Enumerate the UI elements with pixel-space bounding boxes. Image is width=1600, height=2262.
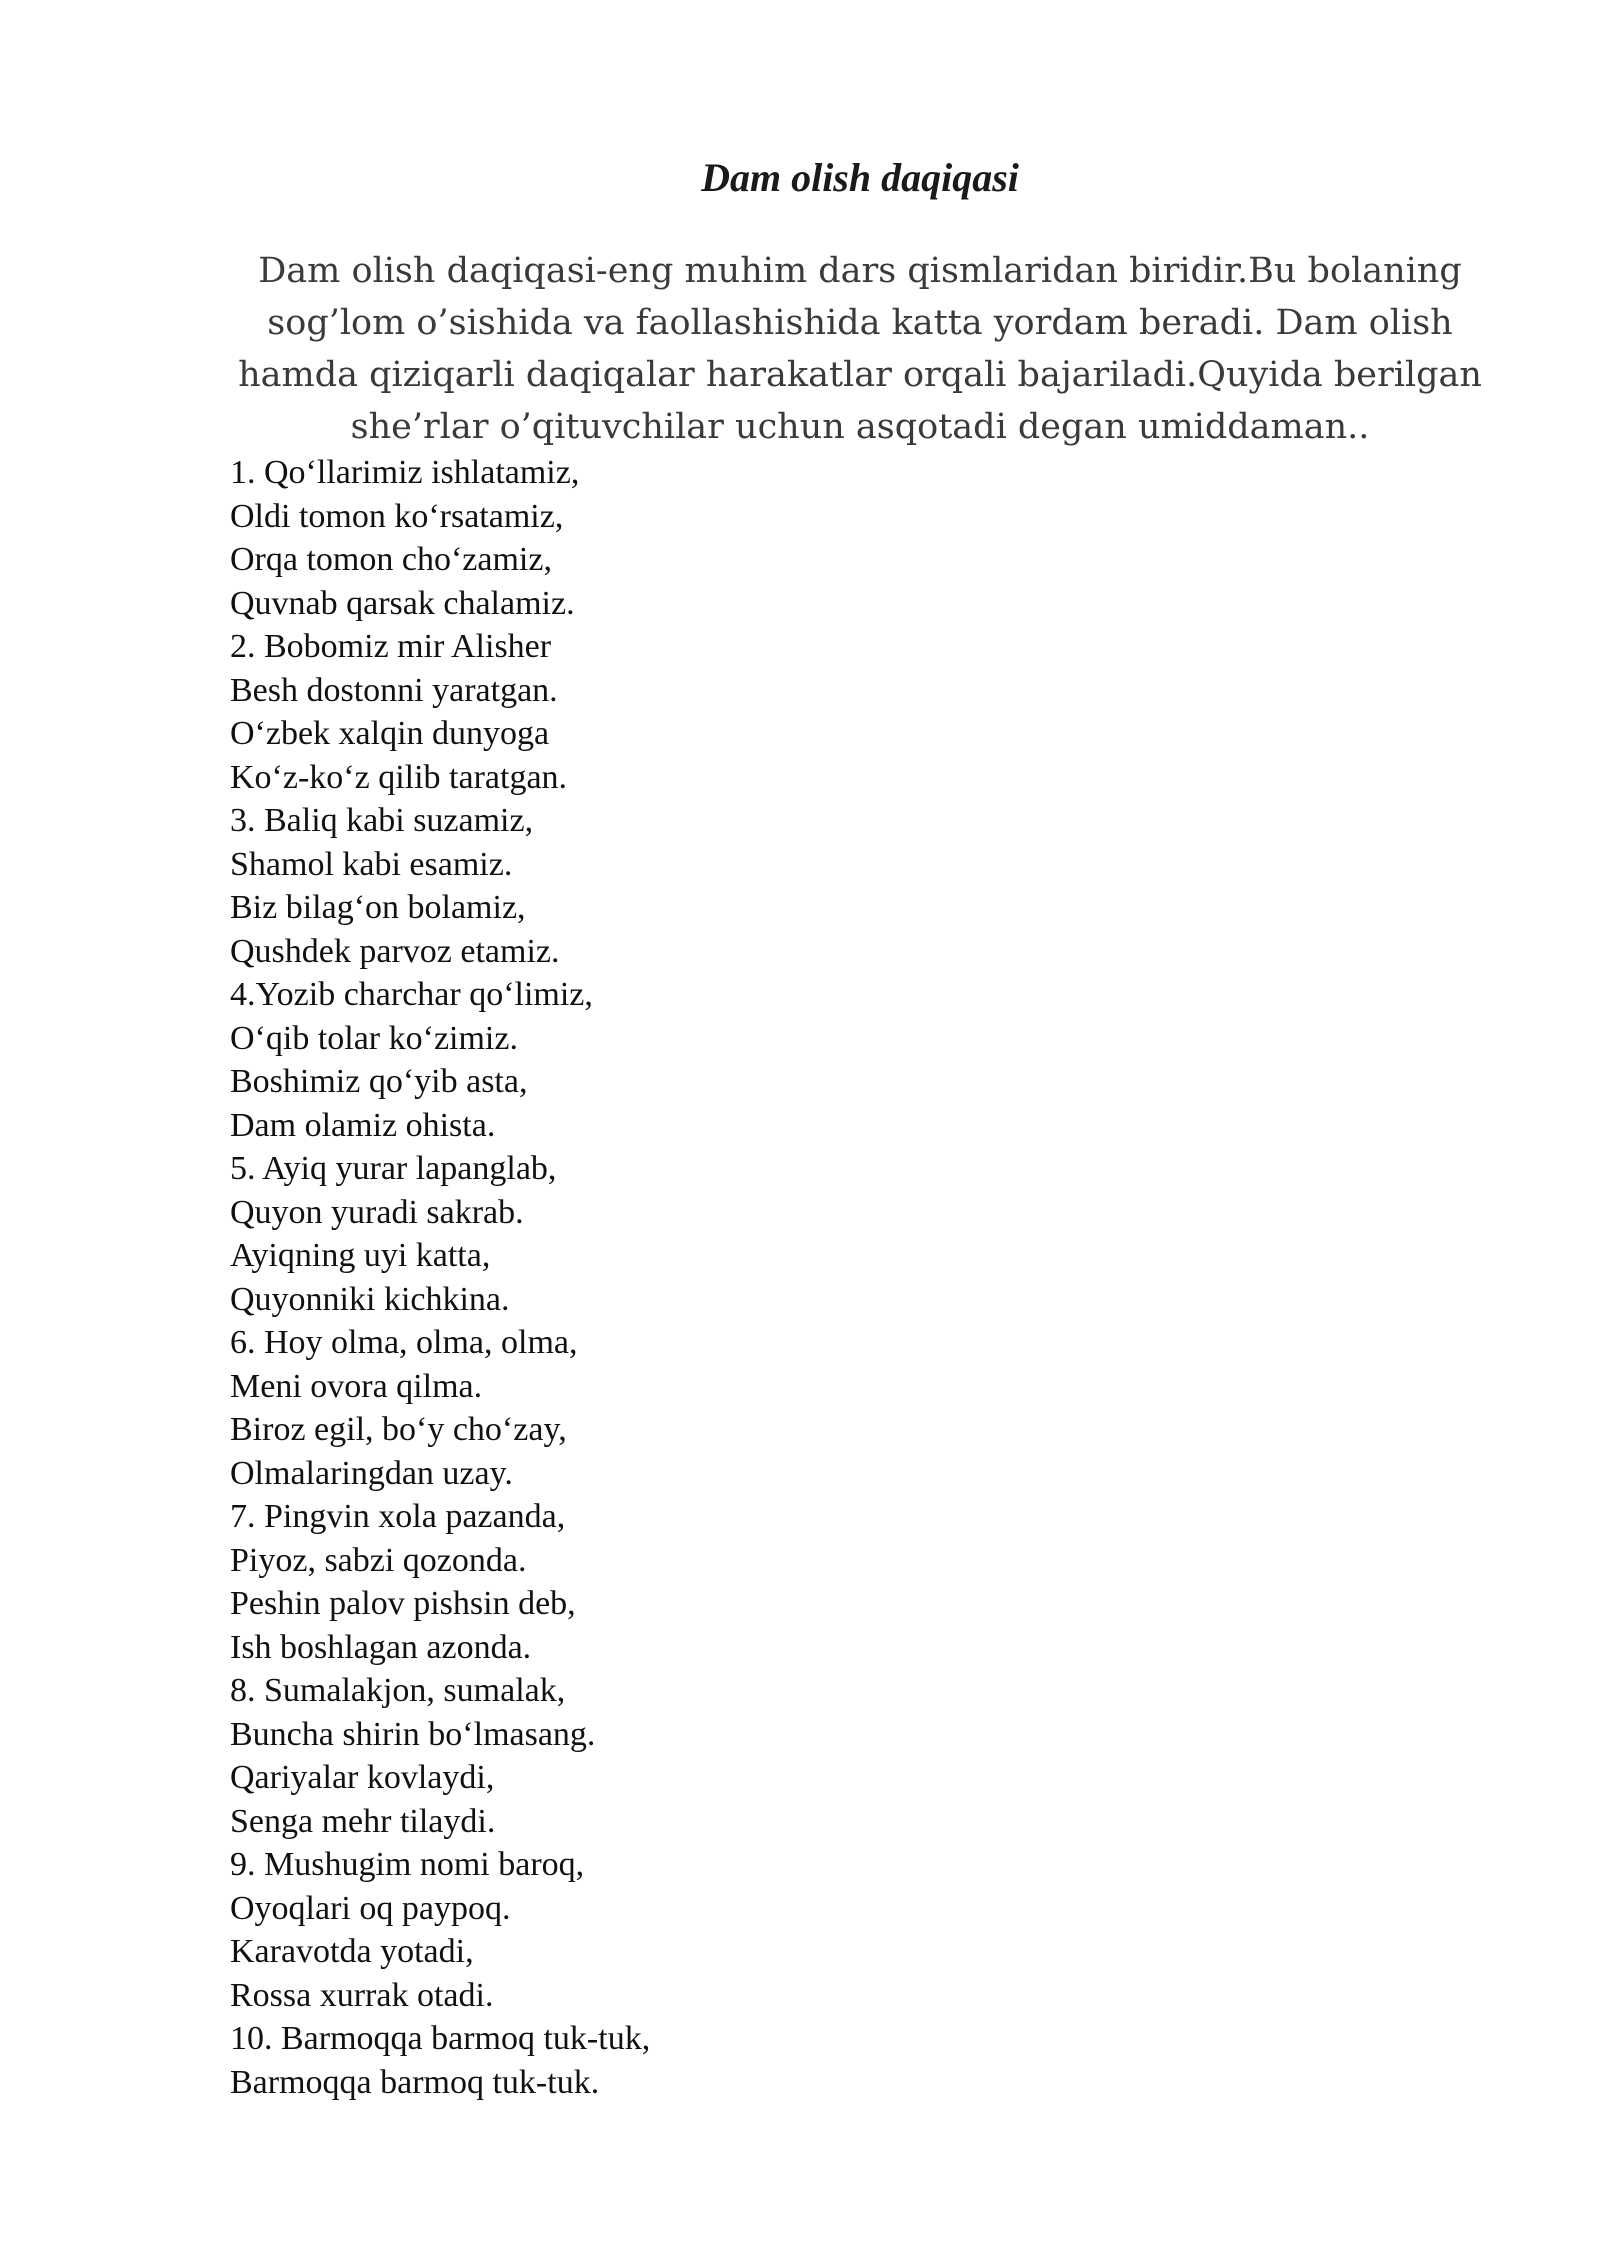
poem-line: Biz bilag‘on bolamiz, bbox=[230, 889, 526, 926]
poem-line: 4.Yozib charchar qo‘limiz, bbox=[230, 976, 593, 1013]
poem-line: 3. Baliq kabi suzamiz, bbox=[230, 802, 534, 839]
poem-line: O‘qib tolar ko‘zimiz. bbox=[230, 1019, 518, 1057]
poem-line: 9. Mushugim nomi baroq, bbox=[230, 1846, 585, 1883]
poem-line: Oldi tomon ko‘rsatamiz, bbox=[230, 497, 564, 535]
poem-line: 7. Pingvin xola pazanda, bbox=[230, 1498, 566, 1535]
poem-line: Peshin palov pishsin deb, bbox=[230, 1585, 576, 1622]
poem-line: Piyoz, sabzi qozonda. bbox=[230, 1541, 527, 1579]
poem-line: Barmoqqa barmoq tuk-tuk. bbox=[230, 2063, 600, 2101]
poem-line: Olmalaringdan uzay. bbox=[230, 1454, 513, 1492]
poem-line: Ayiqning uyi katta, bbox=[230, 1237, 491, 1274]
poem-line: 2. Bobomiz mir Alisher bbox=[230, 628, 552, 665]
poem-line: Ko‘z-ko‘z qilib taratgan. bbox=[230, 758, 568, 796]
poem-line: Qariyalar kovlaydi, bbox=[230, 1759, 495, 1796]
poem-line: Quyonniki kichkina. bbox=[230, 1280, 510, 1318]
poem-line: Quvnab qarsak chalamiz. bbox=[230, 584, 575, 622]
poem-line: Orqa tomon cho‘zamiz, bbox=[230, 541, 552, 578]
poem-line: Karavotda yotadi, bbox=[230, 1933, 474, 1970]
poem-line: Boshimiz qo‘yib asta, bbox=[230, 1063, 528, 1100]
poem-line: Oyoqlari oq paypoq. bbox=[230, 1889, 511, 1927]
poem-line: Senga mehr tilaydi. bbox=[230, 1802, 496, 1840]
document-title: Dam olish daqiqasi bbox=[701, 155, 1019, 200]
poem-line: Biroz egil, bo‘y cho‘zay, bbox=[230, 1411, 567, 1448]
poem-line: Ish boshlagan azonda. bbox=[230, 1628, 532, 1666]
poem-line: Dam olamiz ohista. bbox=[230, 1106, 496, 1144]
poem-line: Qushdek parvoz etamiz. bbox=[230, 932, 560, 970]
poem-line: Rossa xurrak otadi. bbox=[230, 1976, 494, 2014]
poem-line: Quyon yuradi sakrab. bbox=[230, 1193, 524, 1231]
intro-paragraph: Dam olish daqiqasi-eng muhim dars qismlaridan biridir.Bu bolaning sog’lom o’sishida va faollashishida katta yordam beradi. Dam olish hamda qiziqarli daqiqalar harakatlar orqali bajariladi.Quyida berilgan she’rlar o’qituvchilar uchun asqotadi degan umiddaman.. bbox=[238, 251, 1482, 447]
poem-line: Meni ovora qilma. bbox=[230, 1367, 483, 1405]
poem-lines bbox=[230, 451, 1330, 2104]
poem-line: 10. Barmoqqa barmoq tuk-tuk, bbox=[230, 2020, 651, 2057]
poem-line: 8. Sumalakjon, sumalak, bbox=[230, 1672, 566, 1709]
poem-line: 5. Ayiq yurar lapanglab, bbox=[230, 1150, 557, 1187]
poem-line: O‘zbek xalqin dunyoga bbox=[230, 715, 550, 752]
poem-line: Besh dostonni yaratgan. bbox=[230, 671, 558, 709]
poem-line: Shamol kabi esamiz. bbox=[230, 845, 513, 883]
poem-line: 1. Qo‘llarimiz ishlatamiz, bbox=[230, 454, 580, 491]
poem-line: 6. Hoy olma, olma, olma, bbox=[230, 1324, 578, 1361]
poem-line: Buncha shirin bo‘lmasang. bbox=[230, 1715, 596, 1753]
